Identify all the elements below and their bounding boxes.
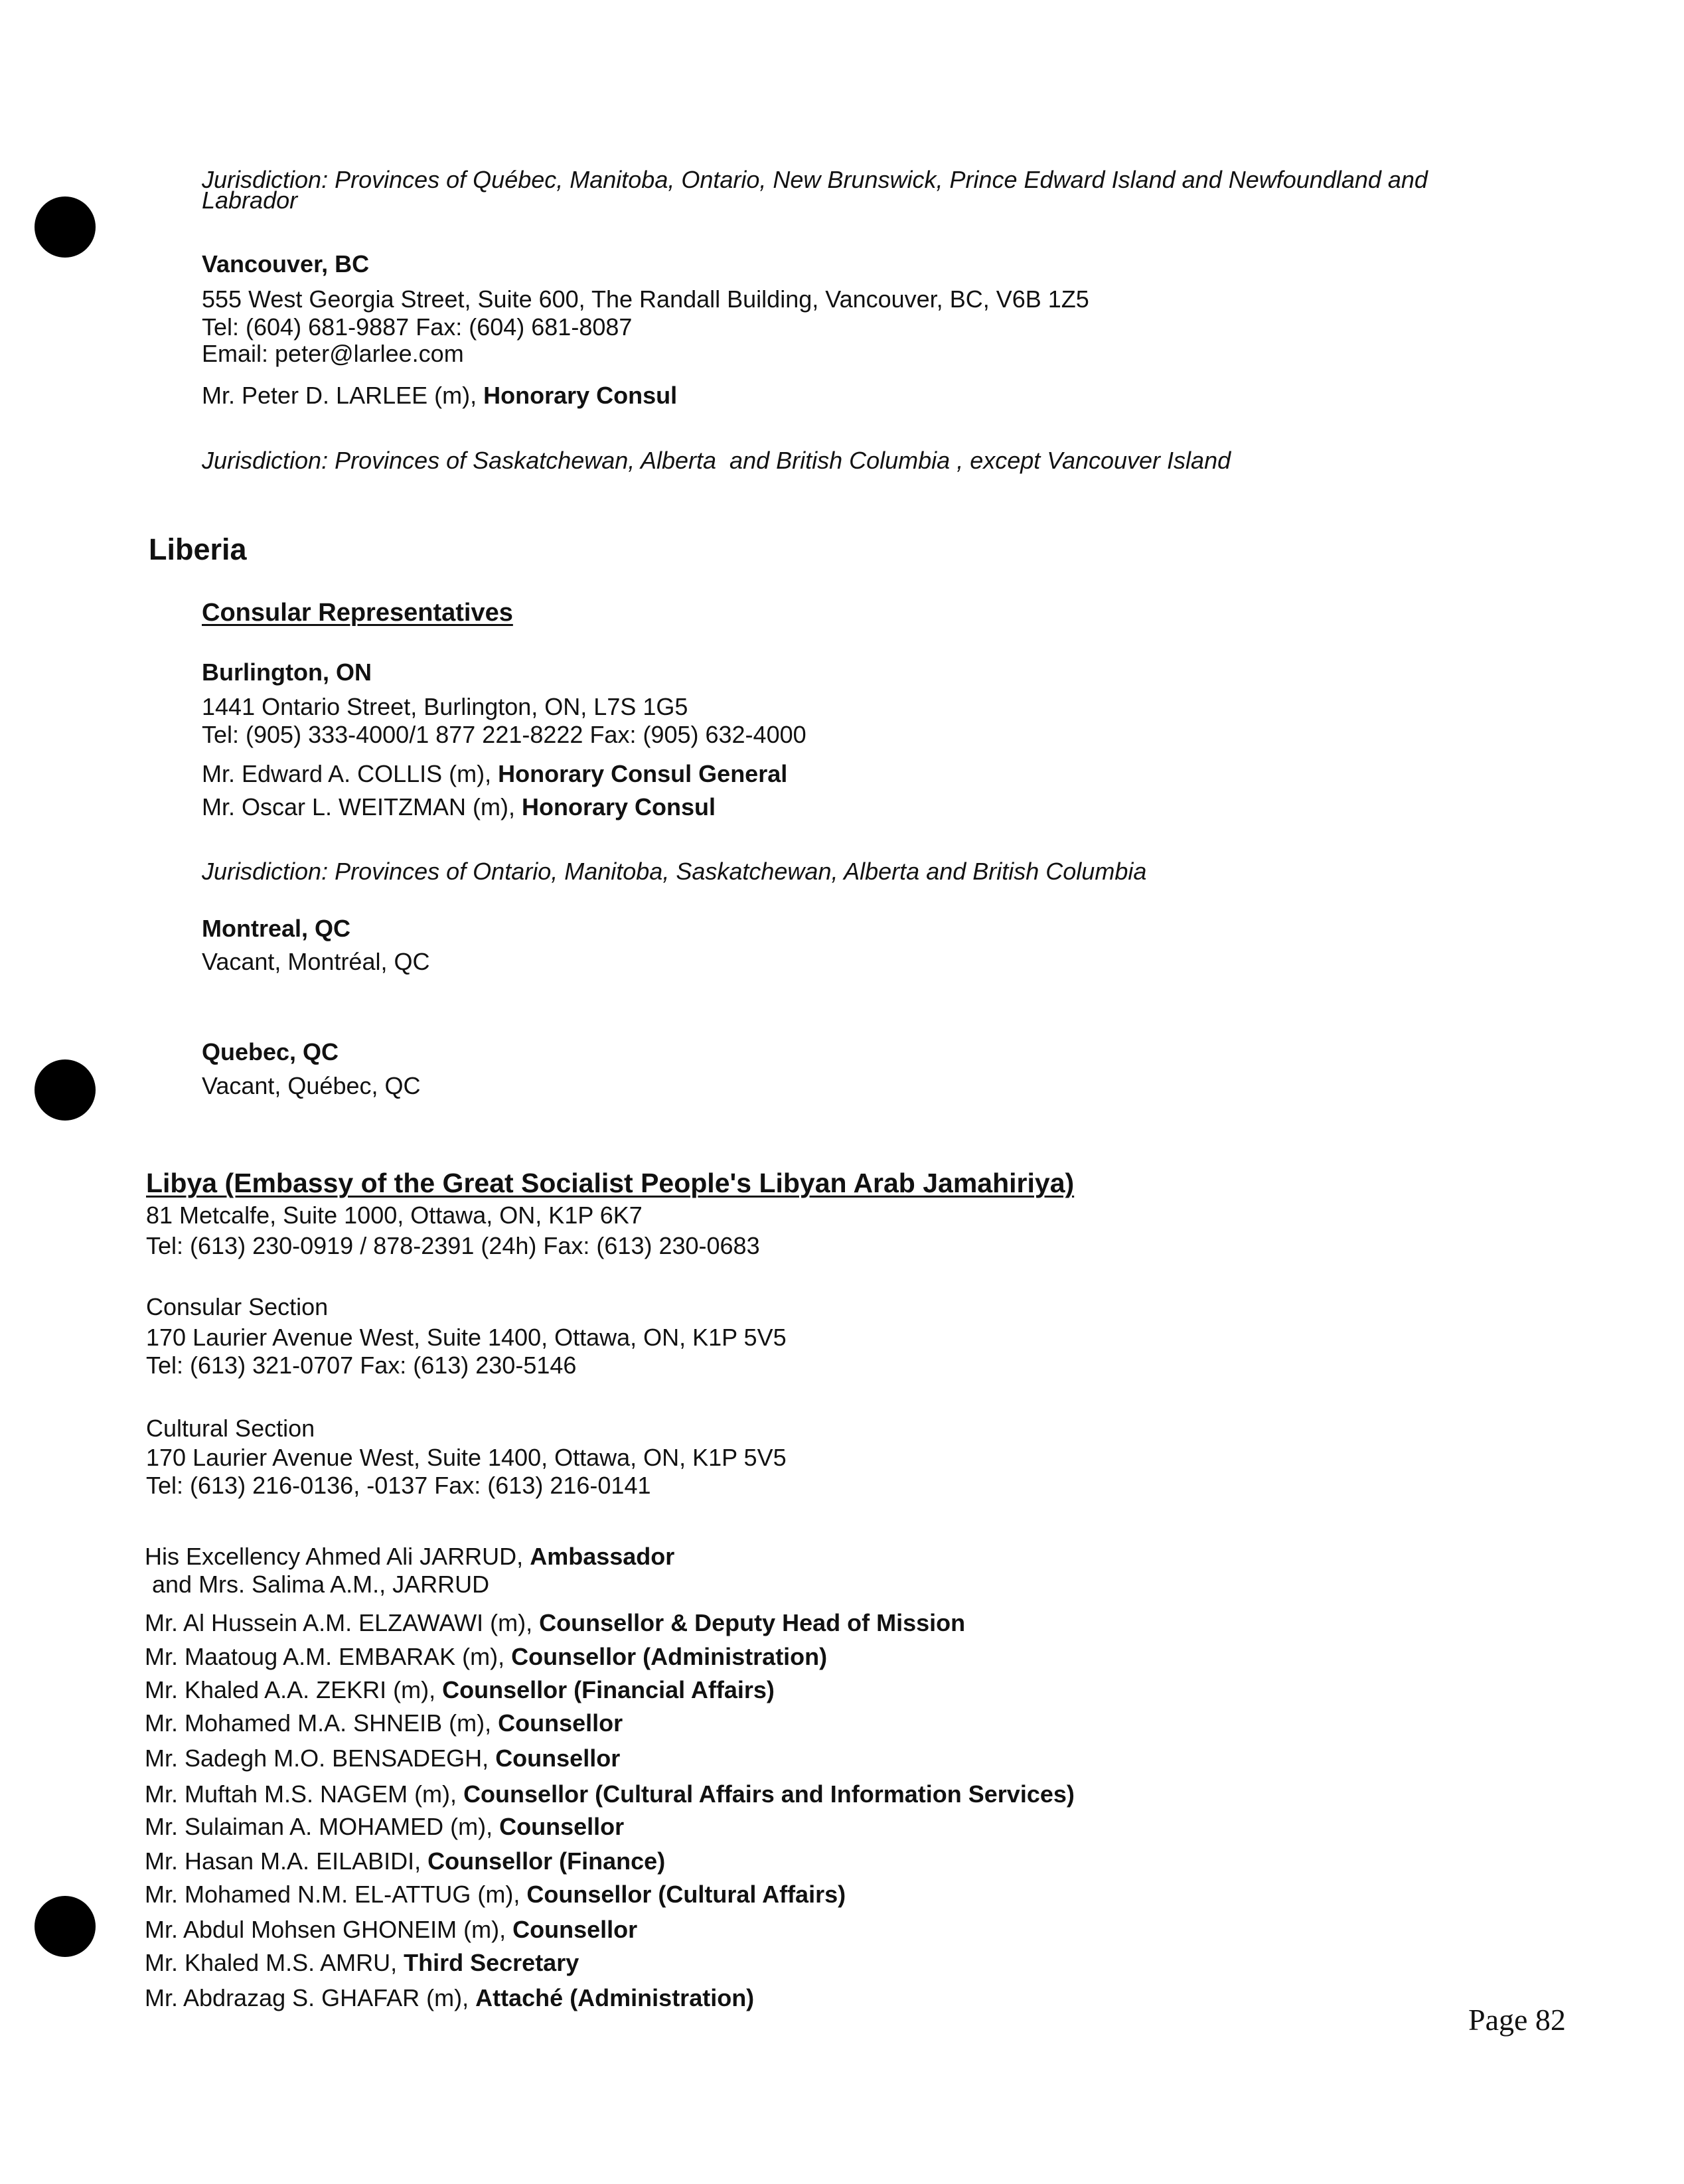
- staff-name: Mr. Oscar L. WEITZMAN (m),: [202, 793, 515, 820]
- embassy-phone: Tel: (613) 230-0919 / 878-2391 (24h) Fax: (613) 230-0683: [146, 1232, 760, 1259]
- staff-name: Mr. Abdrazag S. GHAFAR (m),: [145, 1984, 469, 2011]
- staff-entry: [145, 1813, 624, 1841]
- hole-punch-bottom: [35, 1896, 96, 1957]
- staff-title: Third Secretary: [404, 1949, 579, 1976]
- country-heading-libya: Libya (Embassy of the Great Socialist People's Libyan Arab Jamahiriya): [146, 1168, 1075, 1198]
- ambassador-title: Ambassador: [530, 1543, 675, 1570]
- staff-entry: [145, 1643, 827, 1671]
- hole-punch-middle: [35, 1059, 96, 1121]
- staff-entry: [145, 1984, 754, 2012]
- staff-title: Counsellor: [499, 1813, 625, 1840]
- staff-entry: [202, 793, 716, 821]
- staff-title: Counsellor (Finance): [427, 1847, 666, 1875]
- staff-name: Mr. Abdul Mohsen GHONEIM (m),: [145, 1916, 506, 1943]
- staff-name: Mr. Mohamed M.A. SHNEIB (m),: [145, 1709, 492, 1737]
- staff-entry: [145, 1676, 775, 1704]
- office-status: Vacant, Québec, QC: [202, 1072, 421, 1099]
- country-heading-liberia: Liberia: [149, 532, 247, 566]
- office-address: 555 West Georgia Street, Suite 600, The Randall Building, Vancouver, BC, V6B 1Z5: [202, 285, 1089, 313]
- staff-name: Mr. Khaled A.A. ZEKRI (m),: [145, 1676, 436, 1703]
- staff-title: Counsellor (Financial Affairs): [442, 1676, 775, 1703]
- staff-entry: [145, 1780, 1075, 1808]
- consular-section-label: Consular Section: [146, 1293, 329, 1320]
- cultural-section-phone: Tel: (613) 216-0136, -0137 Fax: (613) 216-0141: [146, 1472, 651, 1499]
- staff-name: Mr. Sulaiman A. MOHAMED (m),: [145, 1813, 493, 1840]
- staff-entry: [145, 1709, 623, 1737]
- office-email: Email: peter@larlee.com: [202, 340, 464, 367]
- staff-title: Counsellor (Administration): [511, 1643, 828, 1670]
- section-heading-consular-representatives: Consular Representatives: [202, 599, 513, 627]
- ambassador-spouse: and Mrs. Salima A.M., JARRUD: [152, 1571, 490, 1598]
- cultural-section-address: 170 Laurier Avenue West, Suite 1400, Ottawa, ON, K1P 5V5: [146, 1444, 787, 1471]
- office-address: 1441 Ontario Street, Burlington, ON, L7S 1G5: [202, 693, 688, 720]
- staff-entry: [202, 382, 677, 410]
- staff-name: Mr. Al Hussein A.M. ELZAWAWI (m),: [145, 1609, 533, 1636]
- staff-name: Mr. Muftah M.S. NAGEM (m),: [145, 1780, 457, 1808]
- page-number: Page 82: [1468, 2003, 1566, 2037]
- office-phone: Tel: (905) 333-4000/1 877 221-8222 Fax: (905) 632-4000: [202, 721, 806, 748]
- office-city: Montreal, QC: [202, 915, 351, 942]
- staff-name: Mr. Peter D. LARLEE (m),: [202, 382, 477, 409]
- jurisdiction-line-continued: Labrador: [202, 187, 298, 214]
- cultural-section-label: Cultural Section: [146, 1415, 315, 1442]
- staff-title: Counsellor (Cultural Affairs): [526, 1881, 846, 1908]
- staff-entry: [145, 1916, 637, 1944]
- staff-entry: [145, 1881, 846, 1909]
- staff-name: Mr. Hasan M.A. EILABIDI,: [145, 1847, 421, 1875]
- consular-section-phone: Tel: (613) 321-0707 Fax: (613) 230-5146: [146, 1352, 577, 1379]
- staff-entry: [145, 1745, 620, 1772]
- office-status: Vacant, Montréal, QC: [202, 948, 430, 975]
- office-city: Burlington, ON: [202, 659, 372, 686]
- office-city: Quebec, QC: [202, 1038, 339, 1065]
- embassy-address: 81 Metcalfe, Suite 1000, Ottawa, ON, K1P 6K7: [146, 1202, 643, 1229]
- hole-punch-top: [35, 196, 96, 258]
- ambassador-entry: [145, 1543, 674, 1571]
- staff-title: Counsellor (Cultural Affairs and Information Services): [463, 1780, 1075, 1808]
- consular-section-address: 170 Laurier Avenue West, Suite 1400, Ottawa, ON, K1P 5V5: [146, 1324, 787, 1351]
- office-phone: Tel: (604) 681-9887 Fax: (604) 681-8087: [202, 313, 633, 341]
- staff-title: Counsellor & Deputy Head of Mission: [539, 1609, 966, 1636]
- jurisdiction-line: Jurisdiction: Provinces of Ontario, Manitoba, Saskatchewan, Alberta and British Columbia: [202, 858, 1147, 885]
- jurisdiction-line: Jurisdiction: Provinces of Québec, Manitoba, Ontario, New Brunswick, Prince Edward Island and Newfoundland and: [202, 166, 1428, 193]
- staff-title: Counsellor: [495, 1745, 621, 1772]
- staff-entry: [145, 1609, 965, 1637]
- staff-title: Honorary Consul General: [498, 760, 788, 787]
- staff-name: Mr. Sadegh M.O. BENSADEGH,: [145, 1745, 489, 1772]
- staff-entry: [145, 1847, 665, 1875]
- staff-name: Mr. Maatoug A.M. EMBARAK (m),: [145, 1643, 505, 1670]
- staff-name: Mr. Mohamed N.M. EL-ATTUG (m),: [145, 1881, 520, 1908]
- staff-name: Mr. Khaled M.S. AMRU,: [145, 1949, 398, 1976]
- staff-title: Attaché (Administration): [475, 1984, 755, 2011]
- staff-title: Counsellor: [498, 1709, 623, 1737]
- staff-entry: [202, 760, 787, 788]
- staff-title: Honorary Consul: [522, 793, 716, 820]
- staff-name: Mr. Edward A. COLLIS (m),: [202, 760, 492, 787]
- office-city: Vancouver, BC: [202, 250, 370, 277]
- staff-entry: [145, 1949, 579, 1977]
- staff-title: Counsellor: [512, 1916, 638, 1943]
- jurisdiction-line: Jurisdiction: Provinces of Saskatchewan, Alberta and British Columbia , except Vancouver Island: [202, 447, 1231, 474]
- ambassador-name: His Excellency Ahmed Ali JARRUD,: [145, 1543, 524, 1570]
- staff-title: Honorary Consul: [483, 382, 678, 409]
